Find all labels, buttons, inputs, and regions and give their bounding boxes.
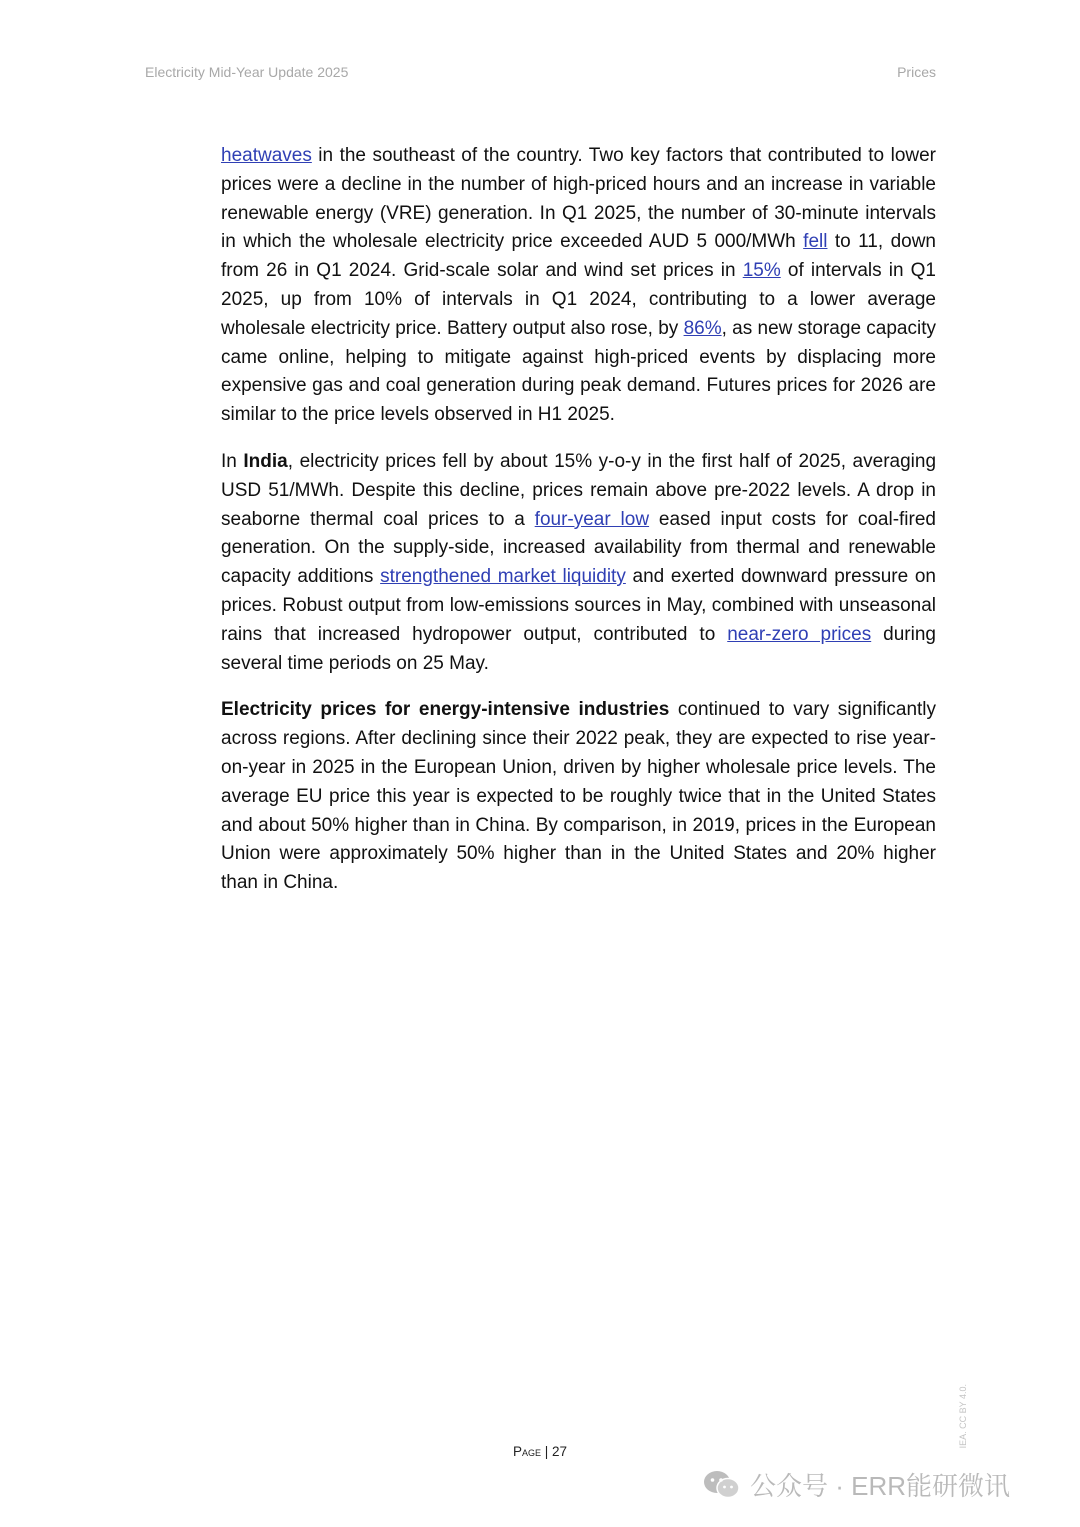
watermark: [702, 1466, 1010, 1503]
page-footer: [0, 1444, 1080, 1459]
running-header: [145, 64, 936, 80]
license-note: IEA. CC BY 4.0.: [958, 1384, 968, 1449]
link-four-year-low[interactable]: four-year low: [534, 508, 650, 530]
text-run: and exerted downward pressure on prices. Robust output from low-emissions sources in May, combined with unseasonal rains that increased hydropower output, contributed to: [221, 566, 936, 645]
bold-india: India: [243, 450, 288, 472]
section-name: Prices: [897, 64, 936, 80]
link-heatwaves[interactable]: heatwaves: [221, 145, 312, 166]
text-run: In: [221, 450, 244, 472]
text-run: eased input costs for coal-fired generation. On the supply-side, increased availability from thermal and renewable capacity additions: [221, 508, 936, 588]
bold-lead: Electricity prices for energy-intensive industries: [221, 699, 670, 721]
text-run: to 11, down from 26 in Q1 2024. Grid-scale solar and wind set prices in: [221, 231, 936, 282]
link-86-percent[interactable]: 86%: [683, 317, 722, 339]
body-text: [221, 142, 936, 916]
text-run: of intervals in Q1 2025, up from 10% of intervals in Q1 2024, contributing to a lower average wholesale electricity price. Battery output also rose, by: [221, 260, 936, 339]
text-run: during several time periods on 25 May.: [221, 623, 936, 674]
page-separator: |: [540, 1444, 552, 1459]
page-label: Page: [512, 1444, 541, 1459]
document-title: Electricity Mid-Year Update 2025: [145, 64, 349, 80]
wechat-icon: [702, 1469, 742, 1501]
watermark-text: 公众号 · ERR能研微讯: [750, 1471, 1011, 1501]
link-strengthened-market-liquidity[interactable]: strengthened market liquidity: [380, 566, 626, 588]
link-near-zero-prices[interactable]: near-zero prices: [727, 623, 872, 645]
paragraph-india: [221, 448, 936, 678]
link-fell[interactable]: fell: [803, 231, 828, 253]
paragraph-australia: [221, 142, 936, 430]
text-run: continued to vary significantly across regions. After declining since their 2022 peak, they are expected to rise year-on-year in 2025 in the European Union, driven by higher wholesale price levels. The average EU price this year is expected to be roughly twice that in the United States and about 50% higher than in China. By comparison, in 2019, prices in the European Union were approximately 50% higher than in the United States and 20% higher than in China.: [221, 699, 937, 894]
text-run: , as new storage capacity came online, helping to mitigate against high-priced events by displacing more expensive gas and coal generation during peak demand. Futures prices for 2026 are similar to the price levels observed in H1 2025.: [221, 317, 936, 426]
page-number: 27: [552, 1444, 568, 1459]
text-run: , electricity prices fell by about 15% y-o-y in the first half of 2025, averaging USD 51/MWh. Despite this decline, prices remain above pre-2022 levels. A drop in seaborne thermal coal prices to a: [221, 450, 937, 530]
text-run: in the southeast of the country. Two key factors that contributed to lower prices were a decline in the number of high-priced hours and an increase in variable renewable energy (VRE) generation. In Q1 2025, the number of 30-minute intervals in which the wholesale electricity price exceeded AUD 5 000/MWh: [221, 145, 936, 253]
paragraph-industry-prices: [221, 696, 936, 898]
link-15-percent[interactable]: 15%: [742, 260, 781, 282]
